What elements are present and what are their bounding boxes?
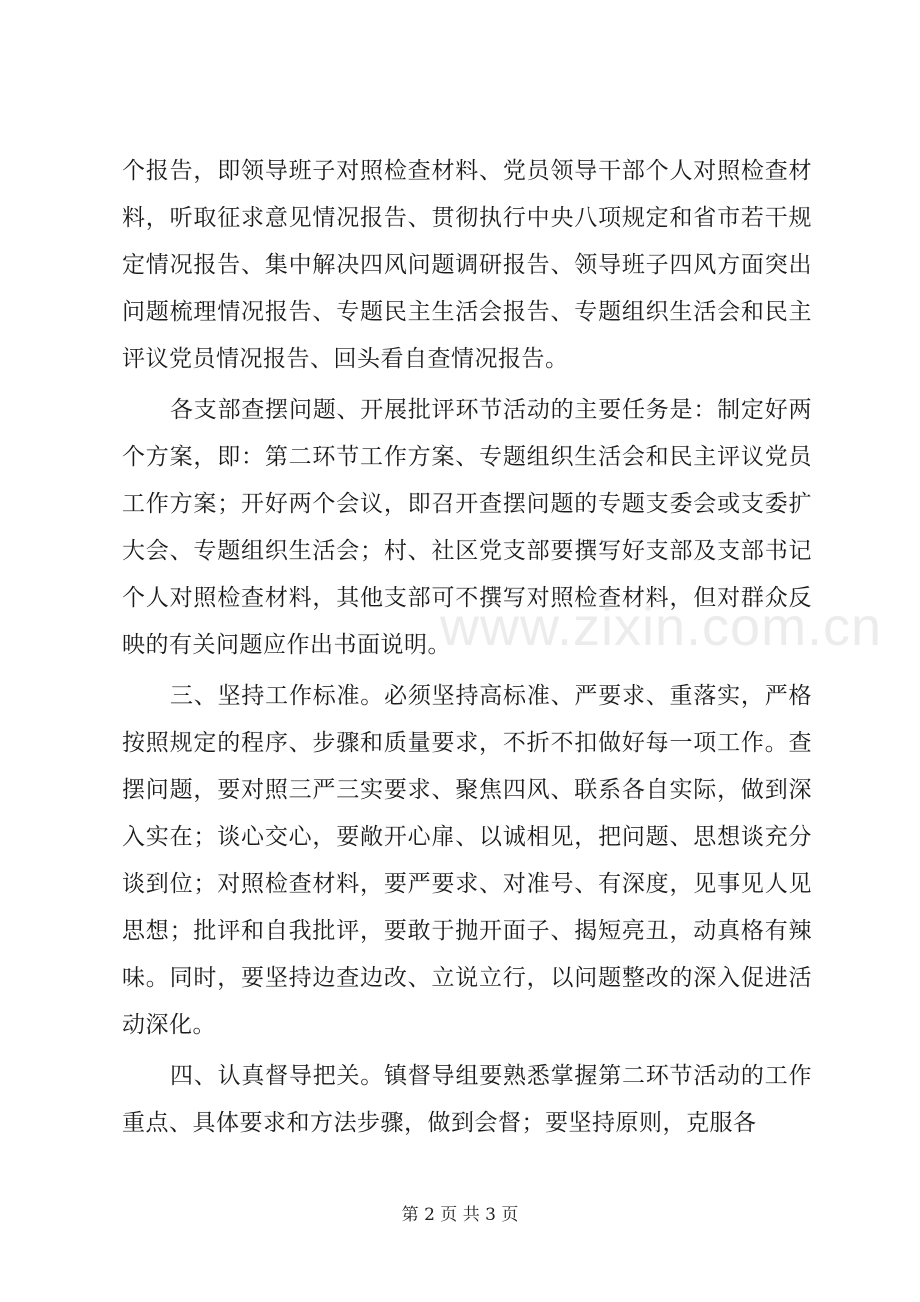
paragraph-supervision: 四、认真督导把关。镇督导组要熟悉掌握第二环节活动的工作重点、具体要求和方法步骤，做到会督；要坚持原则，克服各	[122, 1063, 812, 1136]
document-body	[122, 148, 812, 1151]
watermark: www.zixin.com.cn	[440, 597, 883, 657]
paragraph-branch-tasks: 各支部查摆问题、开展批评环节活动的主要任务是：制定好两个方案，即：第二环节工作方案、专题组织生活会和民主评议党员工作方案；开好两个会议，即召开查摆问题的专题支委会或支委扩大会、专题组织生活会；村、社区党支部要撰写好支部及支部书记个人对照检查材料，其他支部可不撰写对照检查材料，但对群众反映的有关问题应作出书面说明。	[122, 397, 812, 658]
paragraph-work-standards: 三、坚持工作标准。必须坚持高标准、严要求、重落实，严格按照规定的程序、步骤和质量要求，不折不扣做好每一项工作。查摆问题，要对照三严三实要求、聚焦四风、联系各自实际，做到深入实在；谈心交心，要敞开心扉、以诚相见，把问题、思想谈充分谈到位；对照检查材料，要严要求、对准号、有深度，见事见人见思想；批评和自我批评，要敢于抛开面子、揭短亮丑，动真格有辣味。同时，要坚持边查边改、立说立行，以问题整改的深入促进活动深化。	[122, 683, 812, 1038]
page-footer: 第 2 页 共 3 页	[401, 1205, 519, 1225]
paragraph-report-list: 个报告，即领导班子对照检查材料、党员领导干部个人对照检查材料，听取征求意见情况报告、贯彻执行中央八项规定和省市若干规定情况报告、集中解决四风问题调研报告、领导班子四风方面突出问题梳理情况报告、专题民主生活会报告、专题组织生活会和民主评议党员情况报告、回头看自查情况报告。	[122, 158, 812, 372]
